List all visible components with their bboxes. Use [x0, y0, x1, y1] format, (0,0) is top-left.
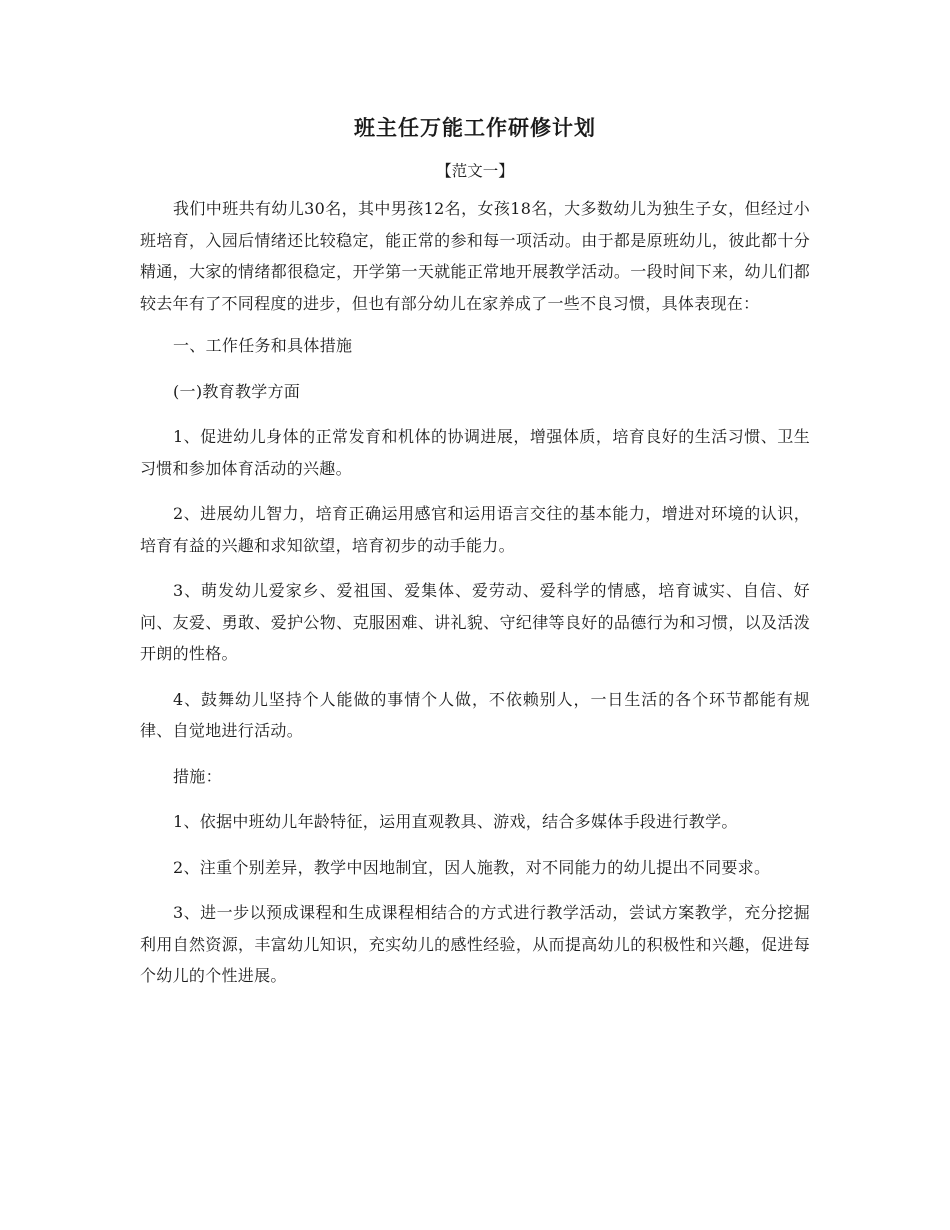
document-body [140, 193, 810, 1006]
list-item: 4、鼓舞幼儿坚持个人能做的事情个人做，不依赖别人，一日生活的各个环节都能有规律、自觉地进行活动。 [140, 689, 810, 740]
document-subtitle: 【范文一】 [436, 162, 514, 180]
subsection-heading: (一)教育教学方面 [173, 381, 301, 401]
list-item: 3、萌发幼儿爱家乡、爱祖国、爱集体、爱劳动、爱科学的情感，培育诚实、自信、好问、友爱、勇敢、爱护公物、克服困难、讲礼貌、守纪律等良好的品德行为和习惯，以及活泼开朗的性格。 [140, 581, 810, 663]
list-item: 1、促进幼儿身体的正常发育和机体的协调进展，增强体质，培育良好的生活习惯、卫生习惯和参加体育活动的兴趣。 [140, 427, 810, 478]
section-heading: 一、工作任务和具体措施 [173, 336, 353, 355]
paragraph-intro: 我们中班共有幼儿30名，其中男孩12名，女孩18名，大多数幼儿为独生子女，但经过小班培育，入园后情绪还比较稳定，能正常的参和每一项活动。由于都是原班幼儿，彼此都十分精通，大家的情绪都很稳定，开学第一天就能正常地开展教学活动。一段时间下来，幼儿们都较去年有了不同程度的进步，但也有部分幼儿在家养成了一些不良习惯，具体表现在： [140, 199, 810, 313]
list-item: 2、进展幼儿智力，培育正确运用感官和运用语言交往的基本能力，增进对环境的认识，培育有益的兴趣和求知欲望，培育初步的动手能力。 [140, 504, 810, 555]
document-title: 班主任万能工作研修计划 [354, 115, 596, 140]
list-item: 1、依据中班幼儿年龄特征，运用直观教具、游戏，结合多媒体手段进行教学。 [173, 812, 738, 831]
list-item: 3、进一步以预成课程和生成课程相结合的方式进行教学活动，尝试方案教学，充分挖掘利用自然资源，丰富幼儿知识，充实幼儿的感性经验，从而提高幼儿的积极性和兴趣，促进每个幼儿的个性进展。 [140, 903, 810, 985]
measures-heading: 措施： [173, 766, 222, 786]
list-item: 2、注重个别差异，教学中因地制宜，因人施教，对不同能力的幼儿提出不同要求。 [173, 857, 771, 877]
